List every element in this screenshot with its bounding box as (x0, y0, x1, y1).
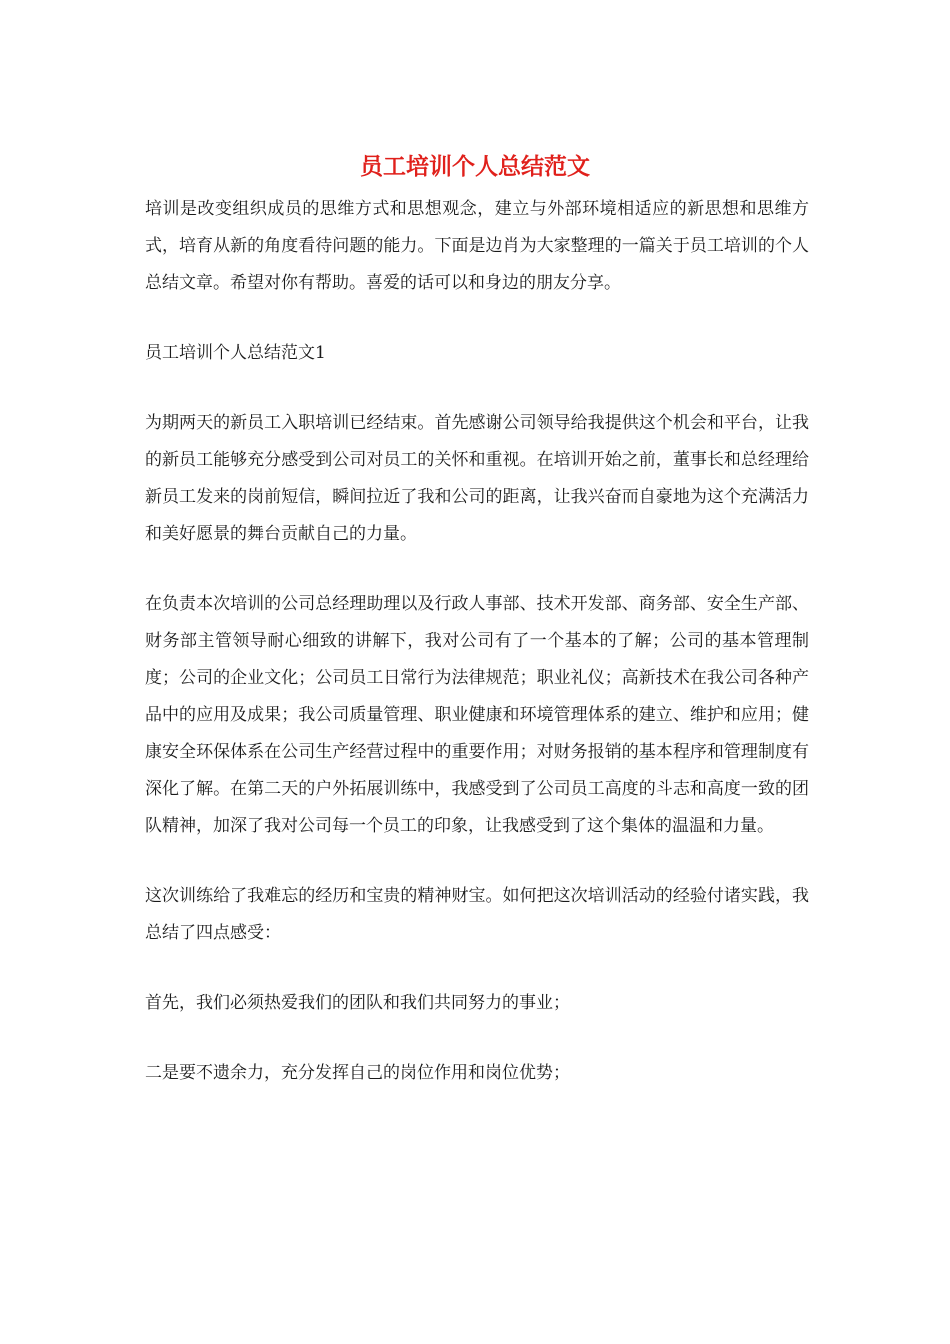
document-title: 员工培训个人总结范文 (360, 153, 590, 180)
intro-paragraph: 培训是改变组织成员的思维方式和思想观念，建立与外部环境相适应的新思想和思维方式，培育从新的角度看待问题的能力。下面是边肖为大家整理的一篇关于员工培训的个人总结文章。希望对你有帮助。喜爱的话可以和身边的朋友分享。 (145, 199, 809, 293)
body-paragraph: 二是要不遗余力，充分发挥自己的岗位作用和岗位优势； (145, 1063, 570, 1083)
section-heading: 员工培训个人总结范文1 (145, 343, 326, 363)
body-paragraph: 在负责本次培训的公司总经理助理以及行政人事部、技术开发部、商务部、安全生产部、财务部主管领导耐心细致的讲解下，我对公司有了一个基本的了解；公司的基本管理制度；公司的企业文化；公司员工日常行为法律规范；职业礼仪；高新技术在我公司各种产品中的应用及成果；我公司质量管理、职业健康和环境管理体系的建立、维护和应用；健康安全环保体系在公司生产经营过程中的重要作用；对财务报销的基本程序和管理制度有深化了解。在第二天的户外拓展训练中，我感受到了公司员工高度的斗志和高度一致的团队精神，加深了我对公司每一个员工的印象，让我感受到了这个集体的温温和力量。 (145, 594, 809, 836)
document-body (145, 191, 809, 1125)
body-paragraph: 首先，我们必须热爱我们的团队和我们共同努力的事业； (145, 993, 570, 1013)
body-paragraph: 为期两天的新员工入职培训已经结束。首先感谢公司领导给我提供这个机会和平台，让我的新员工能够充分感受到公司对员工的关怀和重视。在培训开始之前，董事长和总经理给新员工发来的岗前短信，瞬间拉近了我和公司的距离，让我兴奋而自豪地为这个充满活力和美好愿景的舞台贡献自己的力量。 (145, 413, 809, 544)
body-paragraph: 这次训练给了我难忘的经历和宝贵的精神财宝。如何把这次培训活动的经验付诸实践，我总结了四点感受： (145, 886, 809, 943)
